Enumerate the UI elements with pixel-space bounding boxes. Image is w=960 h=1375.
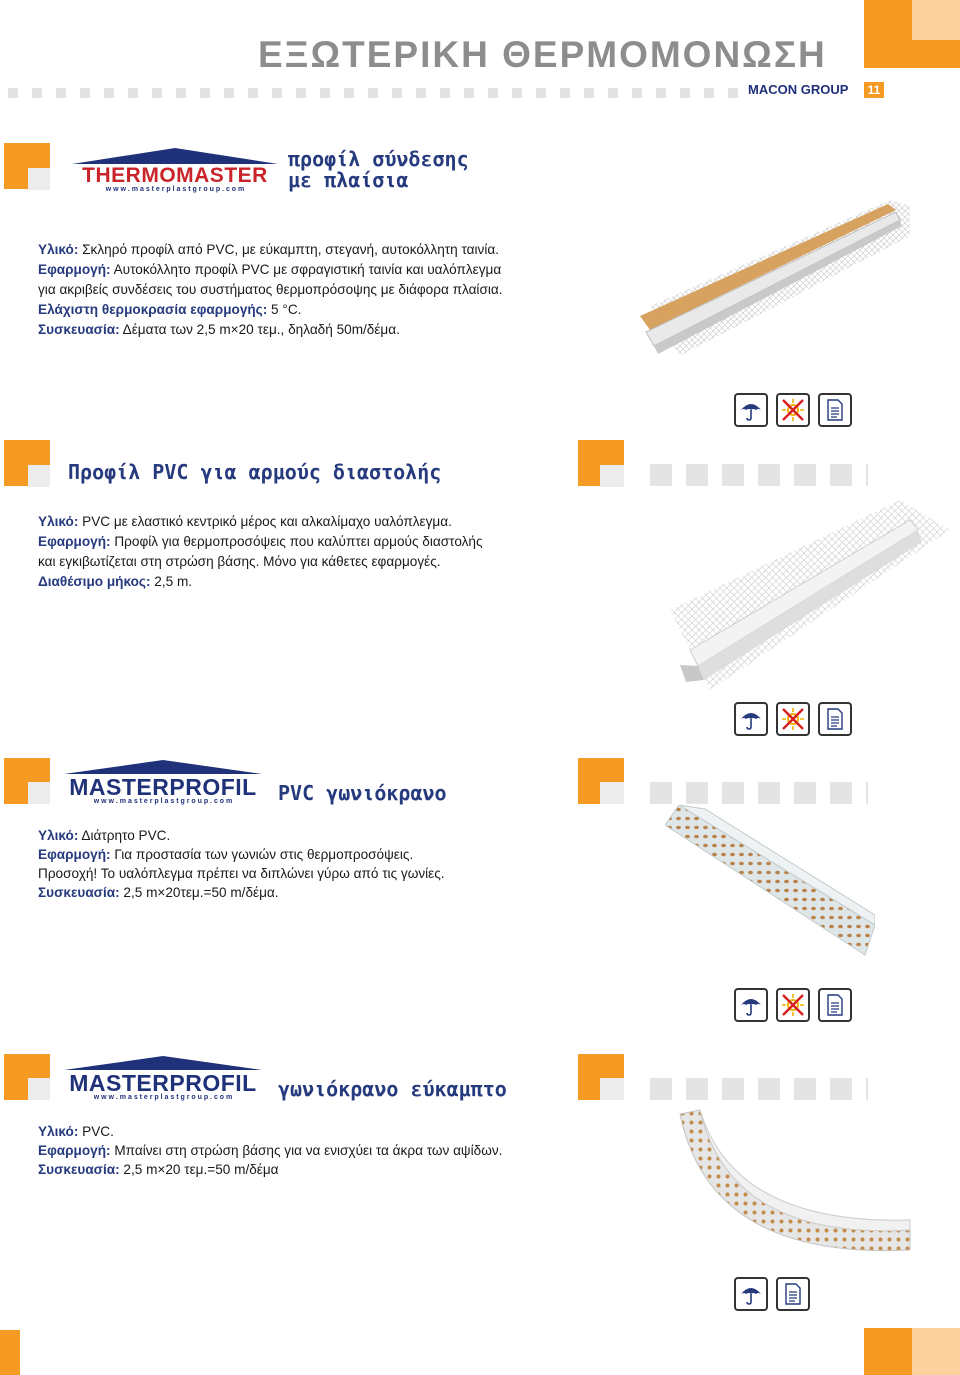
logo-text: MASTERPROFIL bbox=[69, 774, 257, 800]
section-title: γωνιόκρανο εύκαμπτο bbox=[278, 1077, 507, 1101]
section-title: προφίλ σύνδεσης bbox=[288, 147, 469, 171]
logo-url: w w w . m a s t e r p l a s t g r o u p . c o m bbox=[93, 1094, 233, 1101]
icon-row bbox=[734, 393, 852, 427]
section-marker bbox=[28, 782, 50, 804]
product-image bbox=[665, 805, 875, 960]
square-divider bbox=[650, 1078, 868, 1100]
corner-square bbox=[912, 1328, 960, 1375]
text-line: για ακριβείς συνδέσεις του συστήματος θερμοπρόσοψης με διάφορα πλαίσια. bbox=[38, 282, 503, 297]
umbrella-icon bbox=[734, 1277, 768, 1311]
corner-square bbox=[864, 1328, 912, 1375]
text-line: Συσκευασία: 2,5 m×20τεμ.=50 m/δέμα. bbox=[38, 885, 279, 900]
text-line: Εφαρμογή: Αυτοκόλλητο προφίλ PVC με σφραγιστική ταινία και υαλόπλεγμα bbox=[38, 262, 502, 277]
logo-url: w w w . m a s t e r p l a s t g r o u p . c o m bbox=[93, 798, 233, 805]
thermomaster-logo bbox=[70, 146, 280, 196]
section-marker bbox=[600, 465, 624, 487]
text-line: Εφαρμογή: Μπαίνει στη στρώση βάσης για να ενισχύει τα άκρα των αψίδων. bbox=[38, 1143, 503, 1158]
text-line: Συσκευασία: Δέματα των 2,5 m×20 τεμ., δηλαδή 50m/δέμα. bbox=[38, 322, 400, 337]
umbrella-icon bbox=[734, 393, 768, 427]
document-icon bbox=[818, 988, 852, 1022]
masterprofil-logo bbox=[62, 758, 264, 808]
corner-square bbox=[864, 0, 912, 68]
text-line: και εγκιβωτίζεται στη στρώση βάσης. Μόνο για κάθετες εφαρμογές. bbox=[38, 554, 441, 569]
section-text bbox=[38, 826, 445, 902]
icon-row bbox=[734, 702, 852, 736]
section-title: PVC γωνιόκρανο bbox=[278, 781, 447, 805]
dot-divider bbox=[8, 88, 744, 98]
icon-row bbox=[734, 988, 852, 1022]
section-text bbox=[38, 240, 503, 340]
corner-square bbox=[912, 40, 960, 68]
section-marker bbox=[600, 1078, 624, 1100]
section-title: με πλαίσια bbox=[288, 168, 409, 192]
text-line: Υλικό: PVC. bbox=[38, 1124, 114, 1139]
document-icon bbox=[818, 393, 852, 427]
section-title: Προφίλ PVC για αρμούς διαστολής bbox=[68, 460, 442, 484]
text-line: Υλικό: PVC με ελαστικό κεντρικό μέρος και αλκαλίμαχο υαλόπλεγμα. bbox=[38, 514, 452, 529]
page-title: ΕΞΩΤΕΡΙΚΗ ΘΕΡΜΟΜΟΝΩΣΗ bbox=[258, 34, 827, 75]
no-sun-icon bbox=[776, 393, 810, 427]
section-text bbox=[38, 1122, 502, 1179]
document-icon bbox=[776, 1277, 810, 1311]
section-marker bbox=[600, 782, 624, 804]
section-text bbox=[38, 512, 483, 592]
corner-square bbox=[0, 1330, 20, 1375]
icon-row bbox=[734, 1277, 810, 1311]
masterprofil-logo bbox=[62, 1054, 264, 1104]
brand-name: MACON GROUP bbox=[748, 82, 849, 97]
umbrella-icon bbox=[734, 988, 768, 1022]
text-line: Προσοχή! Το υαλόπλεγμα πρέπει να διπλώνει γύρω από τις γωνίες. bbox=[38, 866, 445, 881]
product-image bbox=[660, 1100, 920, 1260]
square-divider bbox=[650, 464, 868, 486]
text-line: Εφαρμογή: Προφίλ για θερμοπροσόψεις που καλύπτει αρμούς διαστολής bbox=[38, 534, 483, 549]
section-marker bbox=[28, 465, 50, 487]
umbrella-icon bbox=[734, 702, 768, 736]
text-line: Εφαρμογή: Για προστασία των γωνιών στις θερμοπροσόψεις. bbox=[38, 847, 414, 862]
text-line: Υλικό: Σκληρό προφίλ από PVC, με εύκαμπτη, στεγανή, αυτοκόλλητη ταινία. bbox=[38, 242, 500, 257]
product-image bbox=[650, 490, 950, 700]
no-sun-icon bbox=[776, 702, 810, 736]
page-number: 11 bbox=[864, 82, 884, 98]
no-sun-icon bbox=[776, 988, 810, 1022]
logo-url: w w w . m a s t e r p l a s t g r o u p . c o m bbox=[105, 186, 245, 193]
text-line: Διαθέσιμο μήκος: 2,5 m. bbox=[38, 574, 193, 589]
logo-text: MASTERPROFIL bbox=[69, 1070, 257, 1096]
logo-text: THERMOMASTER bbox=[82, 164, 268, 187]
product-image bbox=[620, 196, 910, 366]
text-line: Συσκευασία: 2,5 m×20 τεμ.=50 m/δέμα bbox=[38, 1162, 279, 1177]
section-marker bbox=[28, 1078, 50, 1100]
document-icon bbox=[818, 702, 852, 736]
text-line: Υλικό: Διάτρητο PVC. bbox=[38, 828, 171, 843]
text-line: Ελάχιστη θερμοκρασία εφαρμογής: 5 °C. bbox=[38, 302, 302, 317]
corner-square bbox=[912, 0, 960, 40]
section-marker bbox=[28, 168, 50, 190]
square-divider bbox=[650, 782, 868, 804]
